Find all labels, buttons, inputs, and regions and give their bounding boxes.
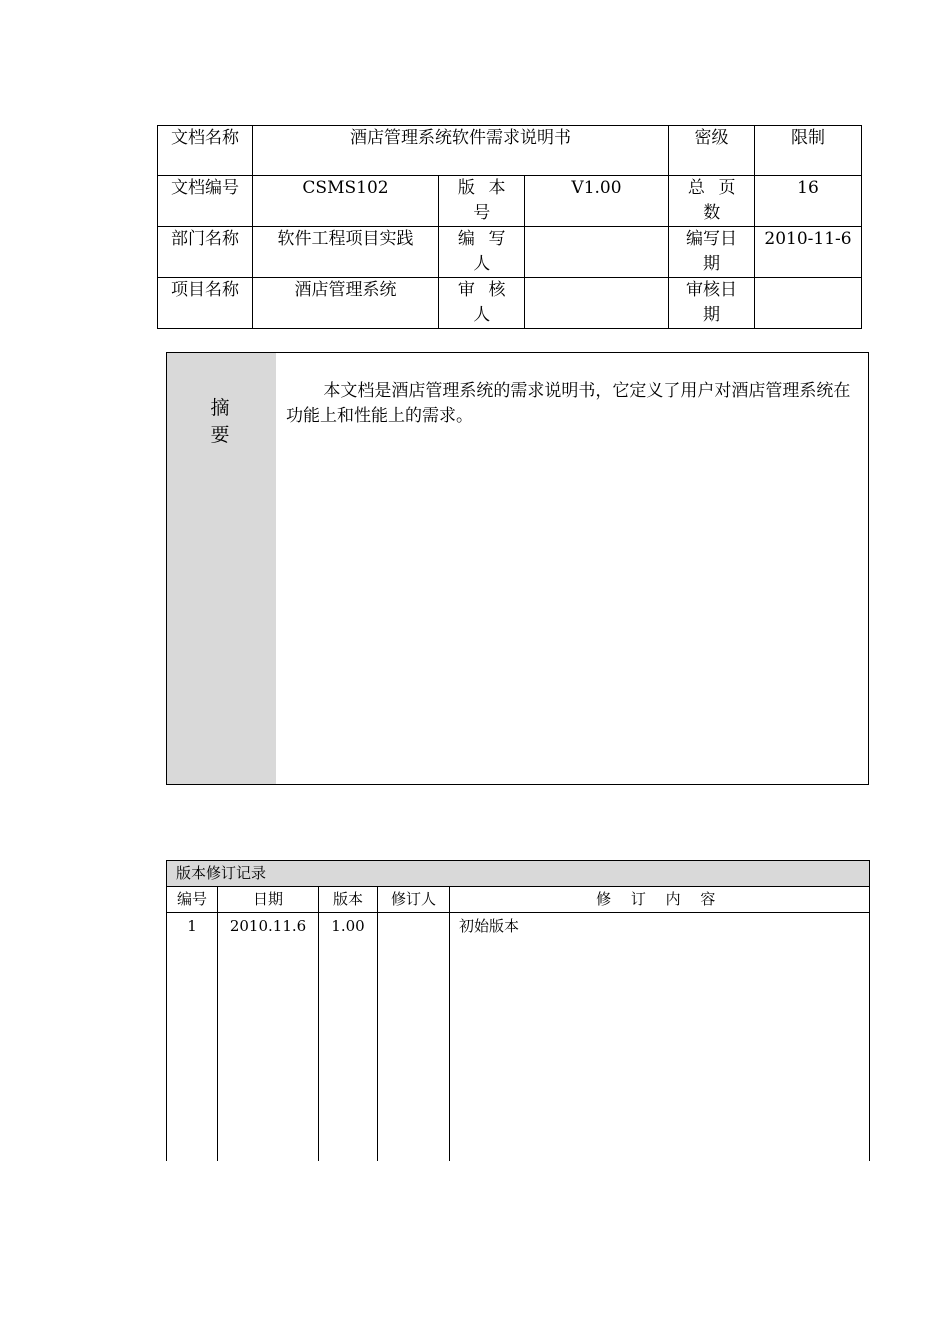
- review-date-label: 审核日期: [669, 278, 755, 329]
- col-header-content: 修 订 内 容: [450, 887, 870, 913]
- revision-title: 版本修订记录: [167, 861, 870, 887]
- revision-reviser: [378, 913, 450, 1162]
- project-name-value: 酒店管理系统: [253, 278, 439, 329]
- doc-number-label: 文档编号: [158, 176, 253, 227]
- col-header-version: 版本: [319, 887, 378, 913]
- doc-info-row: [158, 176, 862, 227]
- author-value: [525, 227, 669, 278]
- doc-info-row: [158, 126, 862, 176]
- department-value: 软件工程项目实践: [253, 227, 439, 278]
- doc-name-value: 酒店管理系统软件需求说明书: [253, 126, 669, 176]
- write-date-label: 编写日期: [669, 227, 755, 278]
- doc-info-row: [158, 227, 862, 278]
- col-header-reviser: 修订人: [378, 887, 450, 913]
- revision-date: 2010.11.6: [218, 913, 319, 1162]
- review-date-value: [755, 278, 862, 329]
- department-label: 部门名称: [158, 227, 253, 278]
- revision-version: 1.00: [319, 913, 378, 1162]
- doc-name-label: 文档名称: [158, 126, 253, 176]
- revision-content: 初始版本: [450, 913, 870, 1162]
- author-label: 编写人: [439, 227, 525, 278]
- document-info-table: [157, 125, 862, 329]
- abstract-box: [166, 352, 869, 785]
- revision-history-table: [166, 860, 870, 1161]
- doc-info-row: [158, 278, 862, 329]
- write-date-value: 2010-11-6: [755, 227, 862, 278]
- version-value: V1.00: [525, 176, 669, 227]
- abstract-label: 摘 要: [167, 353, 276, 784]
- version-label: 版本号: [439, 176, 525, 227]
- project-name-label: 项目名称: [158, 278, 253, 329]
- table-row: [167, 913, 870, 1162]
- reviewer-label: 审核人: [439, 278, 525, 329]
- security-level-value: 限制: [755, 126, 862, 176]
- revision-number: 1: [167, 913, 218, 1162]
- doc-number-value: CSMS102: [253, 176, 439, 227]
- total-pages-label: 总页数: [669, 176, 755, 227]
- col-header-date: 日期: [218, 887, 319, 913]
- revision-title-row: [167, 861, 870, 887]
- col-header-number: 编号: [167, 887, 218, 913]
- total-pages-value: 16: [755, 176, 862, 227]
- revision-header-row: [167, 887, 870, 913]
- security-level-label: 密级: [669, 126, 755, 176]
- abstract-text: 本文档是酒店管理系统的需求说明书，它定义了用户对酒店管理系统在功能上和性能上的需求。: [286, 381, 851, 426]
- reviewer-value: [525, 278, 669, 329]
